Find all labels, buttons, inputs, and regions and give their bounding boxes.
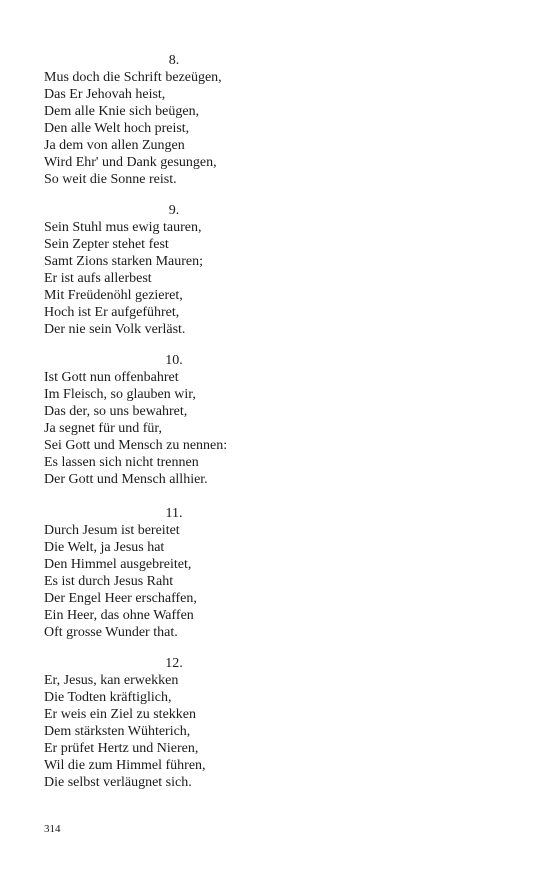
verse-line: Hoch ist Er aufgeführet, [44, 305, 180, 320]
stanza-number: 9. [168, 203, 180, 218]
verse-line: So weit die Sonne reist. [44, 172, 177, 187]
stanza-9 [44, 202, 284, 338]
verse-line: Die Welt, ja Jesus hat [44, 540, 165, 555]
verse-line: Sei Gott und Mensch zu nennen: [44, 438, 228, 453]
verse-line: Mit Freüdenöhl gezieret, [44, 288, 183, 303]
verse-line: Oft grosse Wunder that. [44, 625, 178, 640]
stanza-12 [44, 655, 284, 791]
verse-line: Sein Zepter stehet fest [44, 237, 169, 252]
verse-line: Im Fleisch, so glauben wir, [44, 387, 196, 402]
verse-line: Sein Stuhl mus ewig tauren, [44, 220, 202, 235]
verse-line: Die Todten kräftiglich, [44, 690, 172, 705]
verse-line: Der nie sein Volk verläst. [44, 322, 186, 337]
stanza-number: 8. [168, 53, 180, 68]
verse-line: Er prüfet Hertz und Nieren, [44, 741, 199, 756]
page-number: 314 [44, 823, 61, 835]
verse-line: Ein Heer, das ohne Waffen [44, 608, 194, 623]
verse-line: Dem alle Knie sich beügen, [44, 104, 200, 119]
stanza-10 [44, 352, 284, 488]
verse-line: Wil die zum Himmel führen, [44, 758, 206, 773]
verse-line: Die selbst verläugnet sich. [44, 775, 192, 790]
stanza-11 [44, 505, 284, 641]
verse-line: Ja segnet für und für, [44, 421, 163, 436]
verse-line: Durch Jesum ist bereitet [44, 523, 180, 538]
verse-line: Es lassen sich nicht trennen [44, 455, 199, 470]
verse-line: Ja dem von allen Zungen [44, 138, 185, 153]
verse-line: Ist Gott nun offenbahret [44, 370, 179, 385]
verse-line: Dem stärksten Wühterich, [44, 724, 191, 739]
verse-line: Es ist durch Jesus Raht [44, 574, 174, 589]
stanza-number: 12. [165, 656, 183, 671]
verse-line: Den Himmel ausgebreitet, [44, 557, 192, 572]
stanza-8 [44, 52, 284, 188]
verse-line: Der Engel Heer erschaffen, [44, 591, 197, 606]
verse-line: Mus doch die Schrift bezeügen, [44, 70, 222, 85]
verse-line: Er, Jesus, kan erwekken [44, 673, 179, 688]
verse-line: Wird Ehr' und Dank gesungen, [44, 155, 217, 170]
verse-line: Er weis ein Ziel zu stekken [44, 707, 197, 722]
verse-line: Er ist aufs allerbest [44, 271, 152, 286]
verse-line: Das der, so uns bewahret, [44, 404, 188, 419]
verse-line: Der Gott und Mensch allhier. [44, 472, 208, 487]
stanza-number: 10. [165, 353, 183, 368]
verse-line: Samt Zions starken Mauren; [44, 254, 204, 269]
verse-line: Das Er Jehovah heist, [44, 87, 166, 102]
verse-line: Den alle Welt hoch preist, [44, 121, 190, 136]
stanza-number: 11. [165, 506, 183, 521]
